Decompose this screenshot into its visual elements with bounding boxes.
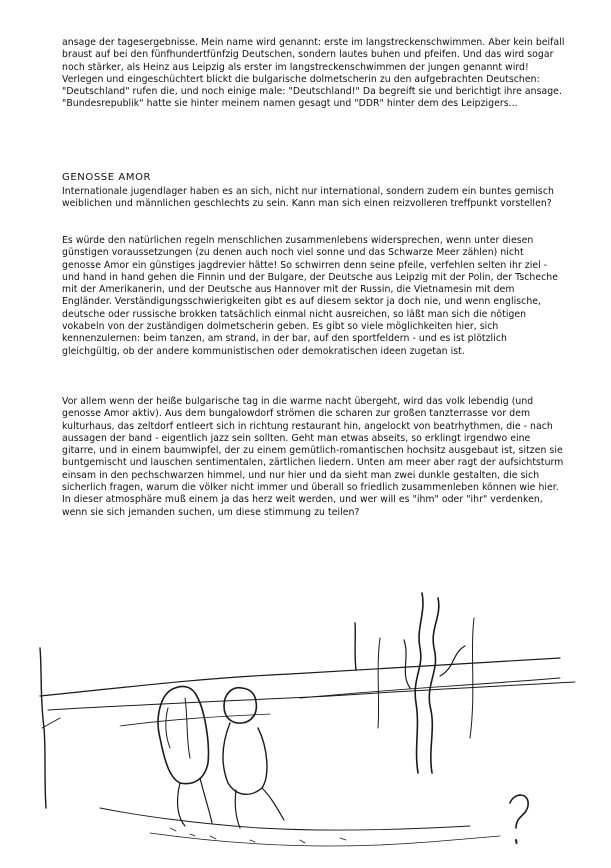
section-heading: GENOSSE AMOR bbox=[62, 172, 152, 183]
beach-sketch-illustration bbox=[0, 578, 611, 868]
paragraph-intro: Internationale jugendlager haben es an sich, nicht nur international, sondern zudem ein buntes gemisch weiblichen und männlichen geschlechts zu sein. Kann man sich einen reizvolleren treffpunkt vorstellen? bbox=[62, 186, 554, 210]
paragraph-night: Vor allem wenn der heiße bulgarische tag in die warme nacht übergeht, wird das volk lebendig (und genosse Amor aktiv). Aus dem bungalowdorf strömen die scharen zur großen tanzterrasse vor dem kulturhaus, das zeltdorf entleert sich in richtung restaurant hin, angelockt von beatrhythmen, die - nach aussagen der band - eigentlich jazz sein sollten. Geht man etwas abseits, so erklingt irgendwo eine gitarre, und in einem baumwipfel, der zu einem gemütlich-romantischen hochsitz ausgebaut ist, sitzen sie buntgemischt und lauschen sentimentalen, zärtlichen liedern. Unten am meer aber ragt der aufsichtsturm einsam in den pechschwarzen himmel, und nur hier und da sieht man zwei dunkle gestalten, die sich sicherlich fragen, warum die völker nicht immer und überall so friedlich zusammenleben können wie hier. In dieser atmosphäre muß einem ja das herz weit werden, und wer will es "ihm" oder "ihr" verdenken, wenn sie sich jemanden suchen, um diese stimmung zu teilen? bbox=[62, 396, 564, 518]
opening-paragraph: ansage der tagesergebnisse. Mein name wird genannt: erste im langstreckenschwimmen. Aber kein beifall braust auf bei den fünfhundertfünfzig Deutschen, sondern lautes buhen und pfeifen. Und das wird sogar noch stärker, als Heinz aus Leipzig als erster im langstreckenschwimmen der jungen genannt wird! Verlegen und eingeschüchtert blickt die bulgarische dolmetscherin zu den aufgebrachten Deutschen: "Deutschland" rufen die, und noch einige male: "Deutschland!" Da begreift sie und berichtigt ihre ansage. "Bundesrepublik" hatte sie hinter meinem namen gesagt und "DDR" hinter dem des Leipzigers... bbox=[62, 37, 565, 110]
paragraph-amor: Es würde den natürlichen regeln menschlichen zusammenlebens widersprechen, wenn unter diesen günstigen voraussetzungen (zu denen auch noch viel sonne und das Schwarze Meer zählen) nicht genosse Amor ein günstiges jagdrevier hätte! So schwirren denn seine pfeile, verfehlen selten ihr ziel - und hand in hand gehen die Finnin und der Bulgare, der Deutsche aus Leipzig mit der Polin, der Tscheche mit der Amerikanerin, und der Deutsche aus Hannover mit der Russin, die Vietnamesin mit dem Engländer. Verständigungsschwierigkeiten gibt es auf diesem sektor ja doch nie, und wenn englische, deutsche oder russische brokken tatsächlich einmal nicht ausreichen, so läßt man sich die nötigen vokabeln von der zuständigen dolmetscherin geben. Es gibt so viele möglichkeiten hier, sich kennenzulernen: beim tanzen, am strand, in der bar, auf den sportfeldern - und es ist plötzlich gleichgültig, ob der andere kommunistischen oder demokratischen ideen zugetan ist. bbox=[62, 235, 559, 357]
